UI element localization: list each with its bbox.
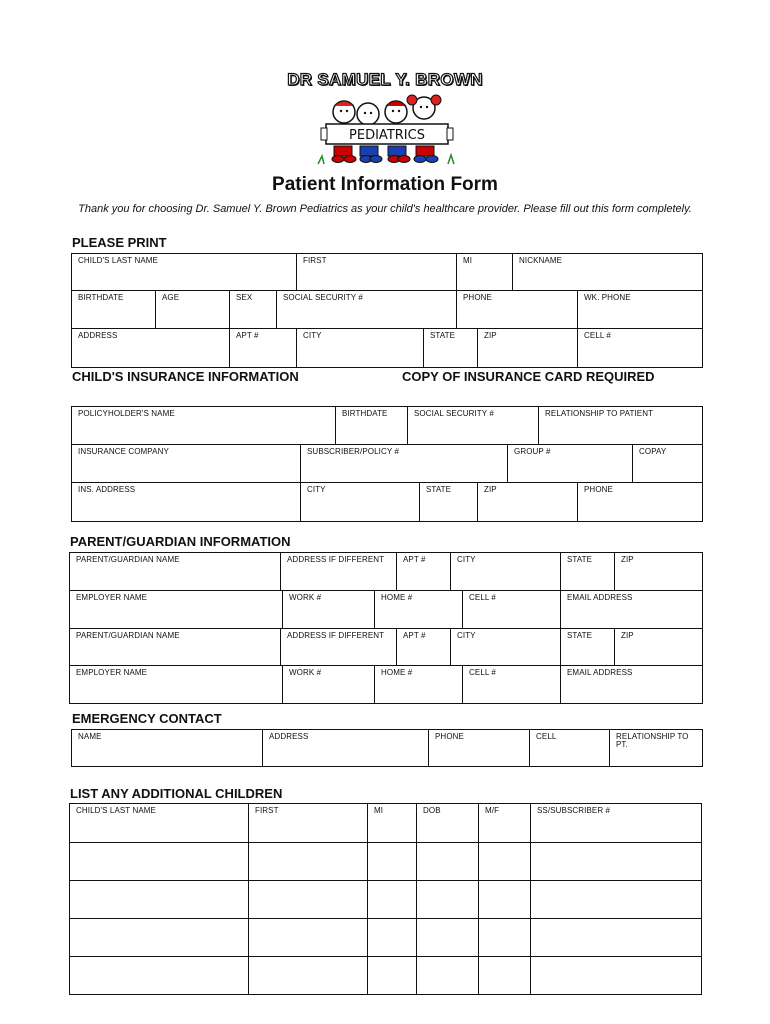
col-mf: M/F: [478, 804, 530, 842]
child-info-grid: [71, 253, 703, 368]
insurance-grid: [71, 406, 703, 522]
email-field-2[interactable]: EMAIL ADDRESS: [560, 665, 702, 703]
emergency-cell-field[interactable]: CELL: [529, 730, 609, 766]
guardian-state-field-1[interactable]: STATE: [560, 553, 614, 590]
cell-field[interactable]: CELL #: [577, 328, 702, 367]
table-cell[interactable]: [367, 956, 416, 994]
col-first: FIRST: [248, 804, 367, 842]
table-cell[interactable]: [367, 918, 416, 956]
table-row[interactable]: [70, 956, 248, 994]
form-title: Patient Information Form: [272, 174, 498, 195]
emergency-address-field[interactable]: ADDRESS: [262, 730, 428, 766]
table-cell[interactable]: [416, 956, 478, 994]
table-row[interactable]: [70, 842, 248, 880]
emergency-phone-field[interactable]: PHONE: [428, 730, 529, 766]
age-field[interactable]: AGE: [155, 290, 229, 328]
emergency-heading: EMERGENCY CONTACT: [72, 711, 222, 726]
home-phone-field-1[interactable]: HOME #: [374, 590, 462, 628]
col-last-name: CHILD'S LAST NAME: [76, 806, 156, 815]
insurance-heading: CHILD'S INSURANCE INFORMATION: [72, 369, 299, 384]
mi-field[interactable]: MI: [456, 254, 512, 290]
table-cell[interactable]: [530, 956, 701, 994]
relationship-field[interactable]: RELATIONSHIP TO PATIENT: [538, 407, 702, 444]
sex-field[interactable]: SEX: [229, 290, 276, 328]
table-cell[interactable]: [367, 880, 416, 918]
col-dob: DOB: [416, 804, 478, 842]
city-field[interactable]: CITY: [296, 328, 423, 367]
table-cell[interactable]: [530, 918, 701, 956]
guardian-address-field-1[interactable]: ADDRESS IF DIFFERENT: [280, 553, 396, 590]
table-cell[interactable]: [530, 880, 701, 918]
guardian-zip-field-2[interactable]: ZIP: [614, 628, 702, 665]
employer-name-field-2[interactable]: EMPLOYER NAME: [70, 665, 282, 703]
nickname-field[interactable]: NICKNAME: [512, 254, 702, 290]
zip-field[interactable]: ZIP: [477, 328, 577, 367]
guardian-grid: [69, 552, 703, 704]
table-cell[interactable]: [478, 956, 530, 994]
apt-field[interactable]: APT #: [229, 328, 296, 367]
birthdate-field[interactable]: BIRTHDATE: [72, 290, 155, 328]
table-cell[interactable]: [416, 880, 478, 918]
subscriber-policy-field[interactable]: SUBSCRIBER/POLICY #: [300, 444, 507, 482]
table-cell[interactable]: [248, 918, 367, 956]
guardian-zip-field-1[interactable]: ZIP: [614, 553, 702, 590]
insurance-company-field[interactable]: INSURANCE COMPANY: [72, 444, 300, 482]
guardian-name-field-1[interactable]: PARENT/GUARDIAN NAME: [76, 555, 180, 564]
policyholder-ssn-field[interactable]: SOCIAL SECURITY #: [407, 407, 538, 444]
work-phone-field-2[interactable]: WORK #: [282, 665, 374, 703]
table-cell[interactable]: [248, 842, 367, 880]
ins-state-field[interactable]: STATE: [419, 482, 477, 521]
table-cell[interactable]: [367, 842, 416, 880]
table-row[interactable]: [70, 918, 248, 956]
table-cell[interactable]: [416, 842, 478, 880]
table-cell[interactable]: [478, 880, 530, 918]
ins-zip-field[interactable]: ZIP: [477, 482, 577, 521]
address-field[interactable]: ADDRESS: [72, 328, 229, 367]
state-field[interactable]: STATE: [423, 328, 477, 367]
emergency-grid: [71, 729, 703, 767]
work-phone-field-1[interactable]: WORK #: [282, 590, 374, 628]
table-cell[interactable]: [248, 956, 367, 994]
first-name-field[interactable]: FIRST: [296, 254, 456, 290]
employer-name-field-1[interactable]: EMPLOYER NAME: [70, 590, 282, 628]
col-mi: MI: [367, 804, 416, 842]
additional-children-table: [69, 803, 702, 995]
additional-children-heading: LIST ANY ADDITIONAL CHILDREN: [70, 786, 283, 801]
email-field-1[interactable]: EMAIL ADDRESS: [560, 590, 702, 628]
home-phone-field-2[interactable]: HOME #: [374, 665, 462, 703]
child-last-name-field[interactable]: CHILD'S LAST NAME: [78, 256, 158, 265]
wk-phone-field[interactable]: WK. PHONE: [577, 290, 702, 328]
ins-city-field[interactable]: CITY: [300, 482, 419, 521]
guardian-state-field-2[interactable]: STATE: [560, 628, 614, 665]
emergency-name-field[interactable]: NAME: [78, 732, 102, 741]
guardian-apt-field-1[interactable]: APT #: [396, 553, 450, 590]
intro-text: Thank you for choosing Dr. Samuel Y. Brown Pediatrics as your child's healthcare provider. Please fill out this form completely.: [78, 203, 692, 215]
phone-field[interactable]: PHONE: [456, 290, 577, 328]
policyholder-birthdate-field[interactable]: BIRTHDATE: [335, 407, 407, 444]
guardian-city-field-2[interactable]: CITY: [450, 628, 560, 665]
guardian-city-field-1[interactable]: CITY: [450, 553, 560, 590]
table-cell[interactable]: [478, 918, 530, 956]
ssn-field[interactable]: SOCIAL SECURITY #: [276, 290, 456, 328]
table-cell[interactable]: [248, 880, 367, 918]
policyholder-name-field[interactable]: POLICYHOLDER'S NAME: [78, 409, 175, 418]
ins-address-field[interactable]: INS. ADDRESS: [72, 482, 300, 521]
guardian-address-field-2[interactable]: ADDRESS IF DIFFERENT: [280, 628, 396, 665]
ins-phone-field[interactable]: PHONE: [577, 482, 702, 521]
group-field[interactable]: GROUP #: [507, 444, 632, 482]
please-print-heading: PLEASE PRINT: [72, 235, 167, 250]
table-cell[interactable]: [416, 918, 478, 956]
cell-phone-field-1[interactable]: CELL #: [462, 590, 560, 628]
guardian-apt-field-2[interactable]: APT #: [396, 628, 450, 665]
guardian-heading: PARENT/GUARDIAN INFORMATION: [70, 534, 291, 549]
table-cell[interactable]: [530, 842, 701, 880]
col-ss-subscriber: SS/SUBSCRIBER #: [530, 804, 701, 842]
logo-text: PEDIATRICS: [349, 128, 425, 143]
pediatrics-logo: [316, 92, 456, 166]
table-row[interactable]: [70, 880, 248, 918]
guardian-name-field-2[interactable]: PARENT/GUARDIAN NAME: [70, 628, 280, 665]
cell-phone-field-2[interactable]: CELL #: [462, 665, 560, 703]
practice-name: DR SAMUEL Y. BROWN: [287, 70, 483, 89]
copay-field[interactable]: COPAY: [632, 444, 702, 482]
table-cell[interactable]: [478, 842, 530, 880]
emergency-relationship-field[interactable]: RELATIONSHIP TO PT.: [609, 730, 702, 766]
insurance-card-note: COPY OF INSURANCE CARD REQUIRED: [402, 369, 655, 384]
